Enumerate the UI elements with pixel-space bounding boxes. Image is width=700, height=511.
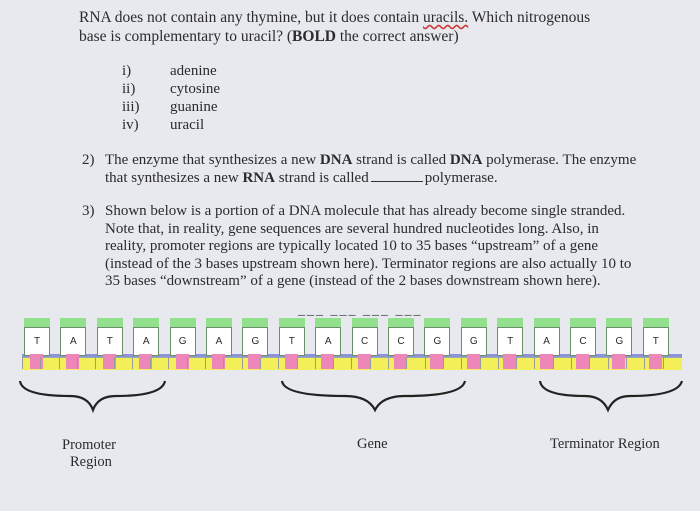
q2-text: polymerase. The enzyme that synthesizes a new	[105, 152, 637, 186]
phosphate-block	[612, 354, 625, 369]
nucleotide-base: G	[461, 327, 487, 356]
backbone-divider	[242, 357, 243, 369]
base-connector	[570, 318, 596, 327]
region-braces	[0, 378, 700, 438]
option-row[interactable]	[122, 62, 220, 80]
backbone-divider	[297, 357, 298, 369]
backbone-divider	[351, 357, 352, 369]
phosphate-block	[649, 354, 662, 369]
nucleotide-base: T	[97, 327, 123, 356]
backbone-divider	[644, 357, 645, 369]
phosphate-block	[576, 354, 589, 369]
base-connector	[388, 318, 414, 327]
q1-text-2-end: the correct answer)	[335, 28, 459, 45]
q2-bold: RNA	[242, 170, 275, 186]
q1-text: RNA does not contain any thymine, but it does contain	[79, 9, 423, 26]
backbone-divider	[315, 357, 316, 369]
q1-bold-word: BOLD	[292, 28, 336, 45]
option-text: uracil	[170, 117, 205, 133]
nucleotide-base: G	[170, 327, 196, 356]
base-connector	[643, 318, 669, 327]
backbone-divider	[150, 357, 151, 369]
phosphate-block	[540, 354, 553, 369]
backbone-divider	[223, 357, 224, 369]
base-connector	[133, 318, 159, 327]
terminator-label: Terminator Region	[550, 436, 660, 452]
base-connector	[606, 318, 632, 327]
backbone-divider	[461, 357, 462, 369]
q2-text: strand is called	[274, 170, 369, 186]
backbone-divider	[187, 357, 188, 369]
phosphate-block	[358, 354, 371, 369]
question-number: 3)	[82, 203, 95, 219]
backbone-divider	[260, 357, 261, 369]
answer-dashes[interactable]: ___ ___ ___ ___	[298, 303, 423, 318]
backbone-divider	[534, 357, 535, 369]
q1-uracils-word: uracils.	[422, 9, 469, 26]
region-text: Region	[70, 454, 112, 470]
backbone-divider	[425, 357, 426, 369]
option-number: i)	[122, 63, 132, 79]
nucleotide-base: C	[388, 327, 414, 356]
q2-text: strand is called	[352, 152, 450, 168]
backbone-divider	[77, 357, 78, 369]
nucleotide-base: T	[24, 327, 50, 356]
backbone-divider	[388, 357, 389, 369]
base-connector	[424, 318, 450, 327]
backbone-divider	[132, 357, 133, 369]
backbone-divider	[114, 357, 115, 369]
option-row[interactable]	[122, 116, 220, 134]
option-text: guanine	[170, 99, 218, 115]
backbone-divider	[443, 357, 444, 369]
answer-options	[122, 62, 220, 134]
nucleotide-base: G	[606, 327, 632, 356]
backbone-divider	[205, 357, 206, 369]
backbone-divider	[59, 357, 60, 369]
phosphate-block	[467, 354, 480, 369]
backbone-divider	[571, 357, 572, 369]
base-connector	[497, 318, 523, 327]
option-number: iii)	[122, 99, 140, 115]
promoter-brace	[20, 381, 165, 410]
backbone-divider	[95, 357, 96, 369]
nucleotide-base: T	[643, 327, 669, 356]
answer-blank[interactable]	[371, 181, 423, 182]
q2-text: polymerase.	[424, 170, 498, 186]
backbone-divider	[626, 357, 627, 369]
option-number: ii)	[122, 81, 136, 97]
base-connector	[461, 318, 487, 327]
backbone-divider	[553, 357, 554, 369]
backbone-divider	[589, 357, 590, 369]
backbone-divider	[22, 357, 23, 369]
option-row[interactable]	[122, 80, 220, 98]
q3-text: Shown below is a portion of a DNA molecule that has already become single stranded. Note that, in reality, gene sequences are several hundred nucleotides long. Also, in reality, promoter regions are typically located 10 to 35 bases “upstream” of a gene (instead of the 3 bases upstream shown here). Terminator regions are also actually 10 to 35 bases “downstream” of a gene (instead of the 2 bases downstream shown here).	[105, 203, 632, 289]
backbone-divider	[370, 357, 371, 369]
gene-label: Gene	[357, 436, 388, 452]
option-number: iv)	[122, 117, 139, 133]
base-connector	[206, 318, 232, 327]
q1-text-end: Which nitrogenous	[468, 9, 591, 26]
backbone-divider	[406, 357, 407, 369]
option-text: adenine	[170, 63, 217, 79]
terminator-brace	[540, 381, 682, 410]
backbone-divider	[333, 357, 334, 369]
phosphate-block	[394, 354, 407, 369]
nucleotide-base: T	[279, 327, 305, 356]
phosphate-block	[430, 354, 443, 369]
question-number: 2)	[82, 152, 95, 168]
option-text: cytosine	[170, 81, 220, 97]
base-connector	[534, 318, 560, 327]
q2-text: The enzyme that synthesizes a new	[105, 152, 320, 168]
base-connector	[60, 318, 86, 327]
question-1	[79, 8, 639, 46]
dna-strand	[22, 318, 682, 369]
q2-bold: DNA	[449, 152, 483, 168]
q1-text-2: base is complementary to uracil? (	[79, 28, 293, 45]
nucleotide-base: A	[60, 327, 86, 356]
base-connector	[315, 318, 341, 327]
promoter-label	[62, 437, 116, 471]
backbone-divider	[516, 357, 517, 369]
base-connector	[279, 318, 305, 327]
nucleotide-base: A	[534, 327, 560, 356]
backbone-divider	[278, 357, 279, 369]
nucleotide-base: T	[497, 327, 523, 356]
nucleotide-base: A	[315, 327, 341, 356]
nucleotide-base: A	[133, 327, 159, 356]
nucleotide-base: C	[352, 327, 378, 356]
backbone-divider	[40, 357, 41, 369]
phosphate-block	[503, 354, 516, 369]
nucleotide-base: G	[242, 327, 268, 356]
backbone-divider	[608, 357, 609, 369]
backbone-divider	[663, 357, 664, 369]
base-connector	[24, 318, 50, 327]
backbone-divider	[480, 357, 481, 369]
backbone-divider	[168, 357, 169, 369]
nucleotide-base: C	[570, 327, 596, 356]
nucleotide-base: A	[206, 327, 232, 356]
base-connector	[97, 318, 123, 327]
nucleotide-base: G	[424, 327, 450, 356]
question-3	[82, 203, 642, 291]
base-connector	[170, 318, 196, 327]
base-connector	[352, 318, 378, 327]
backbone-divider	[498, 357, 499, 369]
base-connector	[242, 318, 268, 327]
promoter-text: Promoter	[62, 437, 116, 453]
gene-brace	[282, 381, 465, 410]
option-row[interactable]	[122, 98, 220, 116]
q2-bold: DNA	[319, 152, 353, 168]
question-2	[82, 151, 642, 187]
